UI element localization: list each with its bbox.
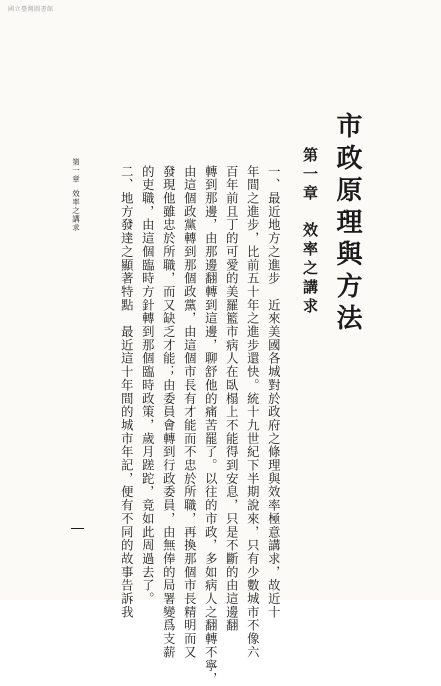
body-line: 一、最近地方之進步 近來美國各城對於政府之條理與效率極意講求，故近十 (266, 165, 281, 619)
body-line: 發現他雖忠於所職，而又缺乏才能；由委員會轉到行政委員，由無俸的局署變爲支薪 (161, 165, 176, 659)
body-line: 由這個政黨轉到那個政黨，由這個市長有才能而不忠於所職，再換那個市長精明而又 (182, 165, 197, 659)
running-head (72, 158, 80, 232)
page-number (71, 528, 84, 529)
body-line: 百年前且丁的可愛的美羅籃市病人在臥榻上不能得到安息，只是不斷的由這邊翻 (224, 165, 239, 633)
body-line: 年間之進步，比前五十年之進步還快。統十九世紀下半期說來，只有少數城市不像六 (245, 165, 260, 659)
chapter-title: 效率之講求 (301, 222, 319, 317)
chapter-heading (302, 147, 317, 317)
running-head-title: 效率之講求 (71, 189, 81, 232)
chapter-number: 第一章 (301, 147, 319, 204)
library-watermark: 國立臺灣圖書館 (8, 6, 54, 13)
body-line: 轉到那邊，由那邊翻轉到這邊，聊舒他的痛苦罷了。以往的市政，多如病人之翻轉不寧， (203, 165, 218, 686)
body-line: 的吏職，由這個臨時方針轉到那個臨時政策，歲月蹉跎，竟如此周過去了。 (140, 165, 155, 606)
book-title: 市政原理與方法 (332, 112, 362, 336)
running-head-chapter: 第一章 (71, 158, 81, 184)
body-line: 二、地方發達之顯著特點 最近這十年間的城市年記，便有不同的故事告訴我 (119, 165, 134, 619)
